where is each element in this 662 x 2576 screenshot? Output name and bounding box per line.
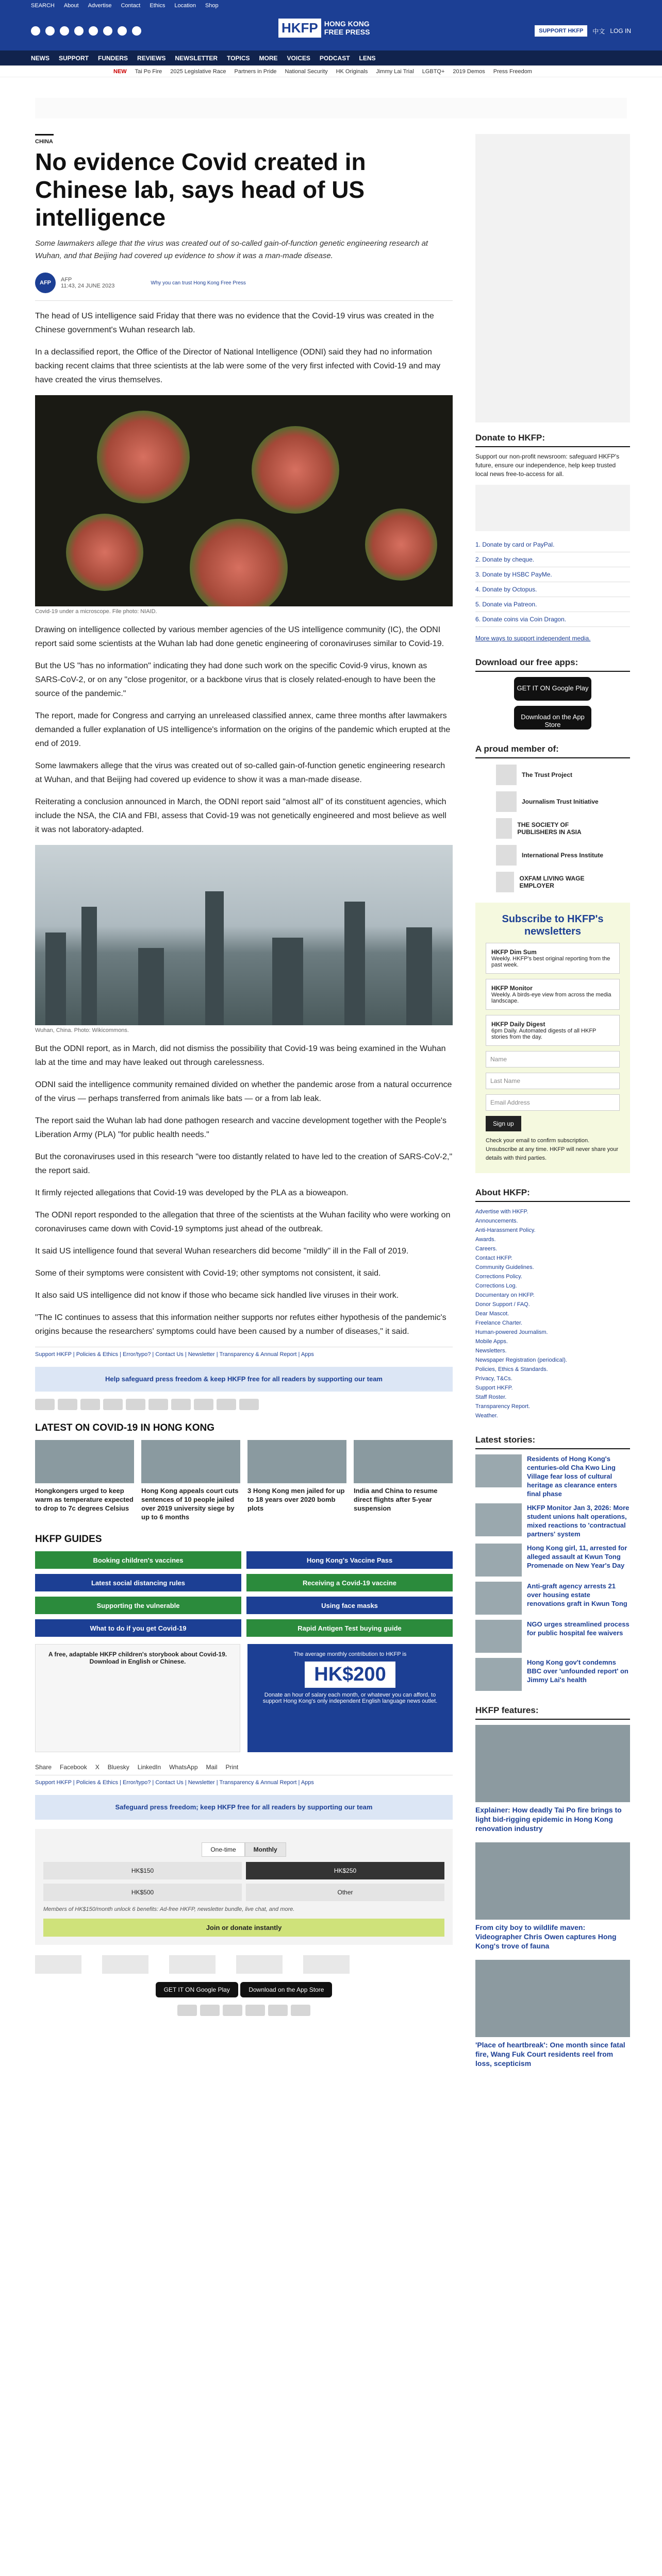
topbar-shop[interactable]: Shop: [205, 3, 219, 9]
about-link[interactable]: Weather.: [475, 1413, 498, 1419]
trending-bar: [0, 66, 662, 77]
app-store-button[interactable]: Download on the App Store: [240, 1982, 332, 1997]
trending-item[interactable]: 2025 Legislative Race: [170, 68, 226, 75]
nav-support[interactable]: SUPPORT: [59, 54, 89, 62]
nav-reviews[interactable]: REVIEWS: [137, 54, 166, 62]
social-icons: [31, 26, 141, 36]
paragraph: It said US intelligence found that several Wuhan researchers did become "mildly" ill in the Fall of 2019.: [35, 1247, 409, 1256]
feature-item[interactable]: From city boy to wildlife maven: Videographer Chris Owen captures Hong Kong's trove of fauna: [475, 1842, 630, 1951]
story-item[interactable]: HKFP Monitor Jan 3, 2026: More student unions halt operations, mixed reactions to 'contractual partners' system: [475, 1503, 630, 1538]
fps-icon: [239, 1399, 259, 1410]
trending-item[interactable]: Tai Po Fire: [135, 68, 162, 75]
email-field[interactable]: Email Address: [486, 1094, 620, 1111]
topbar-ethics[interactable]: Ethics: [150, 3, 166, 9]
paragraph: The report, made for Congress and carrying an unreleased classified annex, came three months after lawmakers demanded a fuller explanation of US intelligence's information on the origins of the pandemic which erupted at the end of 2019.: [35, 711, 451, 748]
paragraph: It firmly rejected allegations that Covid-19 was developed by the PLA as a bioweapon.: [35, 1189, 349, 1197]
search-link[interactable]: SEARCH: [31, 3, 55, 9]
donate-option[interactable]: 2. Donate by cheque.: [475, 552, 630, 567]
story-item[interactable]: Hong Kong gov't condemns BBC over 'unfounded report' on Jimmy Lai's health: [475, 1658, 630, 1691]
signup-button[interactable]: Sign up: [486, 1116, 521, 1131]
guides-heading: HKFP GUIDES: [35, 1534, 102, 1545]
member-item[interactable]: International Press Institute: [496, 845, 609, 866]
about-link[interactable]: Privacy, T&Cs.: [475, 1376, 512, 1382]
newsletter-heading: Subscribe to HKFP's newsletters: [502, 913, 604, 937]
paragraph: But the ODNI report, as in March, did not dismiss the possibility that Covid-19 was being examined in the Wuhan lab at the time and may have leaked out through carelessness.: [35, 1044, 446, 1067]
about-link[interactable]: Freelance Charter.: [475, 1320, 523, 1326]
about-link[interactable]: Corrections Log.: [475, 1283, 517, 1289]
image-caption: Wuhan, China. Photo: Wikicommons.: [35, 1027, 129, 1033]
about-link[interactable]: Human-powered Journalism.: [475, 1329, 548, 1335]
newsletter-option[interactable]: HKFP Dim Sum Weekly. HKFP's best original reporting from the past week.: [486, 943, 620, 974]
amount-option[interactable]: Other: [246, 1884, 444, 1901]
latest-card[interactable]: India and China to resume direct flights after 5-year suspension: [354, 1440, 453, 1521]
nav-topics[interactable]: TOPICS: [227, 54, 250, 62]
paragraph: It also said US intelligence did not know if those who became sick handled live viruses in their work.: [35, 1291, 399, 1300]
wuhan-image: [35, 845, 453, 1025]
linkedin-icon[interactable]: [89, 26, 98, 36]
guide-button[interactable]: Booking children's vaccines: [35, 1551, 241, 1569]
telegram-icon[interactable]: [103, 26, 112, 36]
trending-item[interactable]: National Security: [285, 68, 328, 75]
trending-item[interactable]: Jimmy Lai Trial: [376, 68, 414, 75]
latest-stories-heading: Latest stories:: [475, 1435, 630, 1449]
login-link[interactable]: LOG IN: [610, 27, 631, 35]
paragraph: "The IC continues to assess that this information neither supports nor refutes either hypothesis of the pandemic's origins because the researchers' symptoms could have been caused by a number of diseases," it said.: [35, 1313, 446, 1336]
paragraph: The report said the Wuhan lab had done pathogen research and vaccine development together with the People's Liberation Army (PLA) "for public health needs.": [35, 1116, 446, 1139]
trending-item[interactable]: Partners in Pride: [234, 68, 277, 75]
nav-news[interactable]: NEWS: [31, 54, 49, 62]
share-print[interactable]: Print: [225, 1764, 239, 1771]
applepay-icon: [148, 1399, 168, 1410]
newsletter-option[interactable]: HKFP Monitor Weekly. A birds-eye view from across the media landscape.: [486, 979, 620, 1010]
visa-icon: [35, 1399, 55, 1410]
about-link[interactable]: Staff Roster.: [475, 1394, 507, 1400]
topbar-about[interactable]: About: [63, 3, 79, 9]
contribution-promo[interactable]: The average monthly contribution to HKFP is HK$200 Donate an hour of salary each month, or whatever you can afford, to support Hong Kong's only independent English language news outlet.: [247, 1644, 453, 1752]
about-link[interactable]: Careers.: [475, 1246, 498, 1252]
paragraph: The ODNI report responded to the allegation that three of the scientists at the Wuhan facility who were working on coronaviruses came down with Covid-19 symptoms just ahead of the outbreak.: [35, 1211, 451, 1233]
about-link[interactable]: Newsletters.: [475, 1348, 507, 1354]
byline: [35, 273, 453, 293]
feature-item[interactable]: 'Place of heartbreak': One month since fatal fire, Wang Fuk Court residents reel from loss, scepticism: [475, 1960, 630, 2068]
trending-item[interactable]: Press Freedom: [493, 68, 532, 75]
category-label[interactable]: CHINA: [35, 134, 54, 145]
about-link[interactable]: Support HKFP.: [475, 1385, 513, 1391]
youtube-icon[interactable]: [74, 26, 84, 36]
guide-button[interactable]: What to do if you get Covid-19: [35, 1619, 241, 1637]
nav-lens[interactable]: LENS: [359, 54, 376, 62]
app-store-button[interactable]: Download on the App Store: [514, 706, 591, 730]
amount-option[interactable]: HK$500: [43, 1884, 242, 1901]
sidebar: [475, 433, 630, 2077]
trending-label: NEW: [113, 68, 127, 75]
guide-button[interactable]: Receiving a Covid-19 vaccine: [246, 1574, 453, 1591]
google-play-button[interactable]: GET IT ON Google Play: [156, 1982, 238, 1997]
author-name[interactable]: AFP: [61, 277, 72, 283]
nav-newsletter[interactable]: NEWSLETTER: [175, 54, 218, 62]
topbar-advertise[interactable]: Advertise: [88, 3, 112, 9]
paragraph: Some of their symptoms were consistent with Covid-19; other symptoms not consistent, it said.: [35, 1269, 381, 1278]
guide-button[interactable]: Rapid Antigen Test buying guide: [246, 1619, 453, 1637]
guide-button[interactable]: Using face masks: [246, 1597, 453, 1614]
paragraph: Reiterating a conclusion announced in March, the ODNI report said "almost all" of its constituent agencies, which include the NSA, the CIA and FBI, assess that Covid-19 was not genetically engineered and most believe as well it was not laboratory-adapted.: [35, 798, 446, 834]
donate-option[interactable]: 1. Donate by card or PayPal.: [475, 537, 630, 552]
story-item[interactable]: NGO urges streamlined process for public hospital fee waivers: [475, 1620, 630, 1653]
visa-icon: [200, 2005, 220, 2016]
name-field[interactable]: Name: [486, 1051, 620, 1067]
topbar-contact[interactable]: Contact: [121, 3, 141, 9]
about-link[interactable]: Donor Support / FAQ.: [475, 1301, 530, 1308]
image-caption: Covid-19 under a microscope. File photo: NIAID.: [35, 608, 157, 615]
donate-headline[interactable]: Safeguard press freedom; keep HKFP free for all readers by supporting our team: [35, 1795, 453, 1820]
top-ad-slot: [35, 98, 627, 118]
about-link[interactable]: Documentary on HKFP.: [475, 1292, 535, 1298]
guide-button[interactable]: Latest social distancing rules: [35, 1574, 241, 1591]
member-note: Members of HK$150/month unlock 6 benefits: Ad-free HKFP, newsletter bundle, live chat, and more.: [43, 1906, 295, 1912]
amex-icon: [223, 2005, 242, 2016]
paragraph: But the coronaviruses used in this research "were too distantly related to have led to the creation of SARS-CoV-2," the report said.: [35, 1153, 453, 1175]
amount-option[interactable]: HK$150: [43, 1862, 242, 1879]
x-icon[interactable]: [45, 26, 55, 36]
paragraph: ODNI said the intelligence community remained divided on whether the pandemic arose from a natural occurrence of the virus — perhaps transferred from animals like bats — or a from lab leak.: [35, 1080, 452, 1103]
donate-option[interactable]: 4. Donate by Octopus.: [475, 582, 630, 597]
nav-funders[interactable]: FUNDERS: [98, 54, 128, 62]
member-item[interactable]: The Trust Project: [496, 765, 609, 785]
member-heading: A proud member of:: [475, 744, 630, 758]
donate-option[interactable]: 5. Donate via Patreon.: [475, 597, 630, 612]
tab-monthly[interactable]: Monthly: [245, 1842, 286, 1857]
latest-card[interactable]: Hong Kong appeals court cuts sentences of 10 people jailed over 2019 university siege by up to 6 months: [141, 1440, 240, 1521]
trust-link[interactable]: Why you can trust Hong Kong Free Press: [151, 280, 246, 286]
nav-more[interactable]: MORE: [259, 54, 278, 62]
story-item[interactable]: Residents of Hong Kong's centuries-old Cha Kwo Ling Village fear loss of cultural heritage as clearance enters final phase: [475, 1454, 630, 1498]
story-item[interactable]: Hong Kong girl, 11, arrested for alleged assault at Kwun Tong Promenade on New Year's Day: [475, 1544, 630, 1577]
jcb-icon: [103, 1399, 123, 1410]
share-mail[interactable]: Mail: [206, 1764, 218, 1771]
publish-date: 11:43, 24 JUNE 2023: [61, 283, 115, 289]
support-hkfp-button[interactable]: SUPPORT HKFP: [535, 25, 587, 37]
threads-icon[interactable]: [132, 26, 141, 36]
about-link[interactable]: Advertise with HKFP.: [475, 1209, 528, 1215]
nav-podcast[interactable]: PODCAST: [319, 54, 350, 62]
jcb-icon: [245, 2005, 265, 2016]
join-button[interactable]: Join or donate instantly: [43, 1919, 444, 1937]
author-avatar[interactable]: AFP: [35, 273, 56, 293]
paragraph: Some lawmakers allege that the virus was created out of so-called gain-of-function genetic engineering research at Wuhan, and that Beijing had covered up evidence to show it was a man-made disease.: [35, 761, 445, 784]
about-link[interactable]: Anti-Harassment Policy.: [475, 1227, 536, 1233]
trust-project-logo[interactable]: [35, 1955, 81, 1974]
virus-image: [35, 395, 453, 606]
donate-text: Support our non-profit newsroom: safeguard HKFP's future, ensure our independence, help keep trusted local news free-to-access for all.: [475, 453, 620, 478]
about-link[interactable]: Transparency Report.: [475, 1403, 530, 1410]
apps-heading: Download our free apps:: [475, 657, 630, 672]
facebook-icon[interactable]: [31, 26, 40, 36]
member-item[interactable]: Journalism Trust Initiative: [496, 791, 609, 812]
site-header: [0, 11, 662, 50]
main-nav: [0, 50, 662, 66]
latest-covid-heading: LATEST ON COVID-19 IN HONG KONG: [35, 1422, 215, 1433]
ipi-logo[interactable]: [236, 1955, 283, 1974]
amount-option[interactable]: HK$250: [246, 1862, 444, 1879]
paragraph: The head of US intelligence said Friday that there was no evidence that the Covid-19 virus was created in the Chinese government's Wuhan research lab.: [35, 312, 434, 334]
article-dek: Some lawmakers allege that the virus was created out of so-called gain-of-function genetic engineering research at Wuhan, and that Beijing had covered up evidence to show it was a man-made disease.: [35, 239, 428, 260]
about-link[interactable]: Dear Mascot.: [475, 1311, 509, 1317]
story-item[interactable]: Anti-graft agency arrests 21 over housing estate renovations graft in Kwun Tong: [475, 1582, 630, 1615]
lang-switch[interactable]: 中文: [592, 27, 605, 35]
about-list: [475, 1207, 630, 1420]
share-linkedin[interactable]: LinkedIn: [137, 1764, 161, 1771]
payme-icon: [194, 1399, 213, 1410]
donate-option[interactable]: 6. Donate coins via Coin Dragon.: [475, 612, 630, 627]
donate-heading: Donate to HKFP:: [475, 433, 630, 447]
footer-payment-icons: [35, 2005, 453, 2016]
newsletter-fineprint: Check your email to confirm subscription. Unsubscribe at any time. HKFP will never share your details with third parties.: [486, 1138, 619, 1161]
support-promo[interactable]: Help safeguard press freedom & keep HKFP free for all readers by supporting our team: [35, 1367, 453, 1392]
google-play-button[interactable]: GET IT ON Google Play: [514, 677, 591, 701]
about-link[interactable]: Mobile Apps.: [475, 1338, 508, 1345]
share-x[interactable]: X: [95, 1764, 100, 1771]
paypal-icon: [268, 2005, 288, 2016]
share-bar: [35, 1764, 453, 1771]
paypal-icon: [126, 1399, 145, 1410]
member-item[interactable]: OXFAM LIVING WAGE EMPLOYER: [496, 872, 609, 892]
about-link[interactable]: Policies, Ethics & Standards.: [475, 1366, 548, 1372]
more-ways-link[interactable]: More ways to support independent media.: [475, 635, 591, 642]
trending-item[interactable]: HK Originals: [336, 68, 368, 75]
sopa-logo[interactable]: [169, 1955, 216, 1974]
site-logo[interactable]: HKFP HONG KONG FREE PRESS: [278, 19, 370, 38]
share-whatsapp[interactable]: WhatsApp: [169, 1764, 198, 1771]
whatsapp-icon[interactable]: [118, 26, 127, 36]
trending-item[interactable]: LGBTQ+: [422, 68, 445, 75]
topbar-location[interactable]: Location: [174, 3, 196, 9]
oxfam-logo[interactable]: [303, 1955, 350, 1974]
footer-member-logos: [35, 1955, 453, 1974]
gpay-icon: [171, 1399, 191, 1410]
donate-option[interactable]: 3. Donate by HSBC PayMe.: [475, 567, 630, 582]
about-link[interactable]: Corrections Policy.: [475, 1274, 522, 1280]
latest-card[interactable]: Hongkongers urged to keep warm as temperature expected to drop to 7c degrees Celsius: [35, 1440, 134, 1521]
tab-one-time[interactable]: One-time: [202, 1842, 244, 1857]
about-heading: About HKFP:: [475, 1188, 630, 1202]
mastercard-icon: [177, 2005, 197, 2016]
about-link[interactable]: Contact HKFP.: [475, 1255, 512, 1261]
about-link[interactable]: Announcements.: [475, 1218, 518, 1224]
paragraph: In a declassified report, the Office of the Director of National Intelligence (ODNI) said they had no information backing recent claims that three scientists at the lab were some of the very first infected with Covid-19 and may have created the virus themselves.: [35, 348, 441, 384]
newsletter-option[interactable]: HKFP Daily Digest 6pm Daily. Automated digests of all HKFP stories from the day.: [486, 1015, 620, 1046]
last-name-field[interactable]: Last Name: [486, 1073, 620, 1089]
instagram-icon[interactable]: [60, 26, 69, 36]
share-facebook[interactable]: Facebook: [60, 1764, 87, 1771]
latest-card[interactable]: 3 Hong Kong men jailed for up to 18 years over 2020 bomb plots: [247, 1440, 346, 1521]
article: [35, 134, 453, 2016]
applepay-icon: [291, 2005, 310, 2016]
guide-button[interactable]: Supporting the vulnerable: [35, 1597, 241, 1614]
trending-item[interactable]: 2019 Demos: [453, 68, 485, 75]
article-title: No evidence Covid created in Chinese lab, says head of US intelligence: [35, 148, 366, 231]
paragraph: Drawing on intelligence collected by various member agencies of the US intelligence community (IC), the ODNI report said some scientists at the Wuhan lab had done genetic engineering of coronaviruses similar to Covid-19.: [35, 625, 444, 648]
payment-icons: [35, 1399, 453, 1410]
about-link[interactable]: Community Guidelines.: [475, 1264, 534, 1270]
paragraph: But the US "has no information" indicating they had done such work on the specific Covid-9 virus, known as SARS-CoV-2, or on any "close progenitor, or a backbone virus that is closely related-enough to have been the source of the pandemic.": [35, 662, 436, 698]
storybook-promo[interactable]: A free, adaptable HKFP children's storybook about Covid-19. Download in English or Chinese.: [35, 1644, 240, 1752]
about-link[interactable]: Newspaper Registration (periodical).: [475, 1357, 567, 1363]
newsletter-box: [475, 903, 630, 1173]
octopus-icon: [217, 1399, 236, 1410]
donate-widget: [35, 1829, 453, 1945]
share-label: Share: [35, 1764, 52, 1771]
amex-icon: [80, 1399, 100, 1410]
member-item[interactable]: THE SOCIETY OF PUBLISHERS IN ASIA: [496, 818, 609, 839]
feature-item[interactable]: Explainer: How deadly Tai Po fire brings to light bid-rigging epidemic in Hong Kong renovation industry: [475, 1725, 630, 1833]
mastercard-icon: [58, 1399, 77, 1410]
support-links[interactable]: Support HKFP | Policies & Ethics | Error/typo? | Contact Us | Newsletter | Transparency & Annual Report | Apps: [35, 1347, 453, 1358]
guide-button[interactable]: Hong Kong's Vaccine Pass: [246, 1551, 453, 1569]
jti-logo[interactable]: [102, 1955, 148, 1974]
features-heading: HKFP features:: [475, 1705, 630, 1720]
nav-voices[interactable]: VOICES: [287, 54, 310, 62]
about-link[interactable]: Awards.: [475, 1236, 496, 1243]
share-bluesky[interactable]: Bluesky: [107, 1764, 129, 1771]
sidebar-ad-slot: [475, 134, 630, 422]
support-links[interactable]: Support HKFP | Policies & Ethics | Error/typo? | Contact Us | Newsletter | Transparency & Annual Report | Apps: [35, 1775, 453, 1786]
topbar: [0, 0, 662, 11]
